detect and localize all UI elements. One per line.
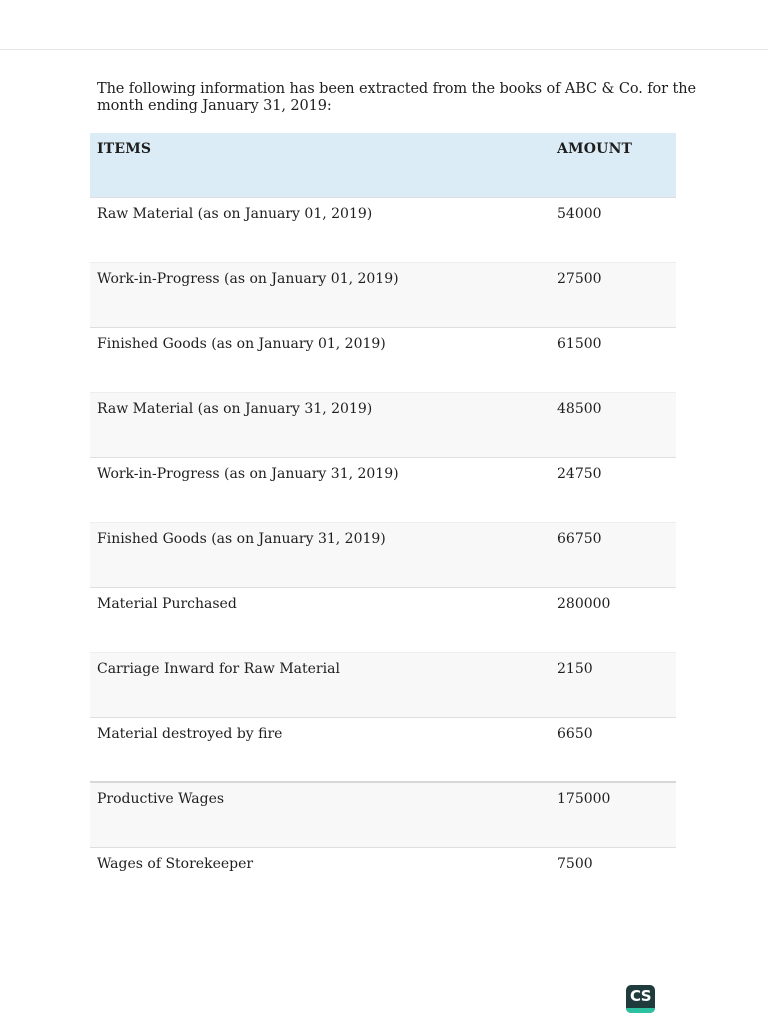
item-cell: Work-in-Progress (as on January 01, 2019) xyxy=(97,270,399,287)
camscanner-logo-icon xyxy=(626,985,655,1013)
amount-cell: 280000 xyxy=(557,595,611,612)
column-header-items: ITEMS xyxy=(97,141,152,157)
table-row xyxy=(90,587,676,652)
item-cell: Finished Goods (as on January 01, 2019) xyxy=(97,335,386,352)
table-row xyxy=(90,652,676,717)
item-cell: Work-in-Progress (as on January 31, 2019) xyxy=(97,465,399,482)
amount-cell: 175000 xyxy=(557,791,611,807)
table-row xyxy=(90,392,676,457)
item-cell: Material destroyed by fire xyxy=(97,725,283,742)
logo-accent-bar xyxy=(626,1008,655,1013)
page-top-divider xyxy=(0,49,768,50)
item-cell: Finished Goods (as on January 31, 2019) xyxy=(97,530,386,547)
intro-line-1: The following information has been extracted from the books of ABC & Co. for the xyxy=(97,81,696,97)
amount-cell: 54000 xyxy=(557,205,602,222)
table-row xyxy=(90,327,676,392)
intro-paragraph xyxy=(97,81,697,115)
amount-cell: 61500 xyxy=(557,335,602,352)
table-header-row xyxy=(90,133,676,197)
table-row xyxy=(90,782,676,847)
item-cell: Raw Material (as on January 01, 2019) xyxy=(97,205,373,222)
amount-cell: 24750 xyxy=(557,465,602,482)
items-amount-table xyxy=(90,133,676,912)
intro-line-2: month ending January 31, 2019: xyxy=(97,98,332,114)
table-row xyxy=(90,262,676,327)
table-row xyxy=(90,522,676,587)
item-cell: Productive Wages xyxy=(97,791,225,807)
amount-cell: 66750 xyxy=(557,530,602,547)
item-cell: Raw Material (as on January 31, 2019) xyxy=(97,400,373,417)
item-cell: Carriage Inward for Raw Material xyxy=(97,660,340,677)
table-row xyxy=(90,457,676,522)
column-header-amount: AMOUNT xyxy=(557,141,633,157)
item-cell: Wages of Storekeeper xyxy=(97,855,254,872)
table-header xyxy=(90,133,676,197)
table-row xyxy=(90,847,676,912)
table-body xyxy=(90,197,676,912)
table-row xyxy=(90,197,676,262)
amount-cell: 6650 xyxy=(557,725,593,742)
table-row xyxy=(90,717,676,782)
logo-text: CS xyxy=(629,987,652,1005)
amount-cell: 2150 xyxy=(557,660,593,677)
amount-cell: 7500 xyxy=(557,855,593,872)
item-cell: Material Purchased xyxy=(97,595,237,612)
amount-cell: 48500 xyxy=(557,400,602,417)
amount-cell: 27500 xyxy=(557,270,602,287)
